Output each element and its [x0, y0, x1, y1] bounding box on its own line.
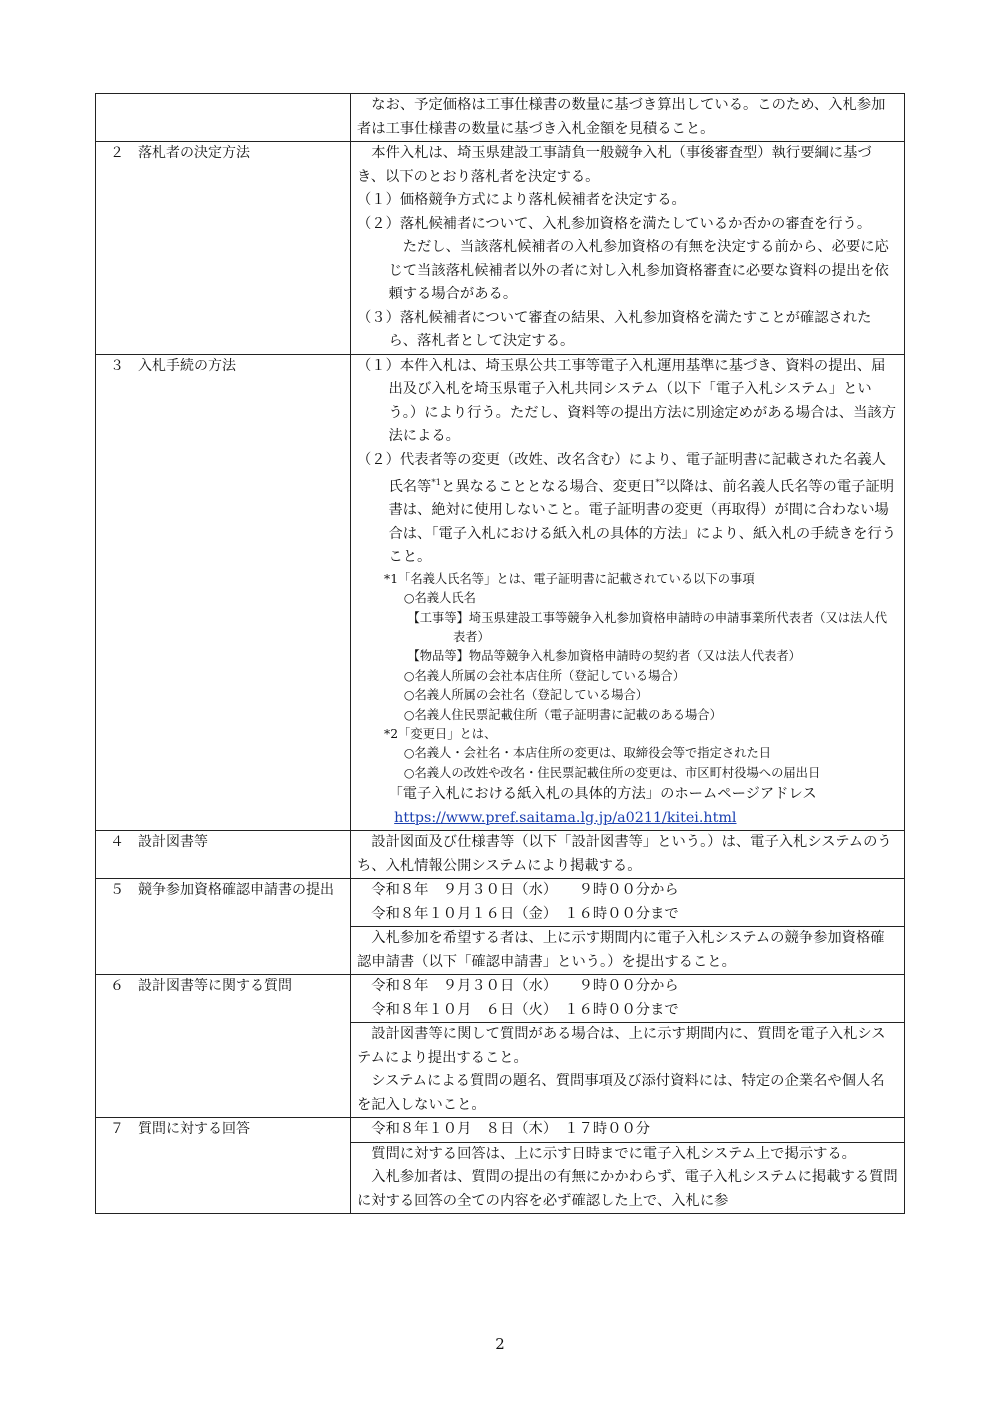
- table-row: [96, 142, 905, 355]
- row-content: [351, 927, 905, 975]
- page-number: 2: [495, 1335, 505, 1353]
- row-content: [351, 94, 905, 142]
- row-label: ５ 競争参加資格確認申請書の提出: [96, 879, 351, 975]
- table-row: [96, 831, 905, 879]
- row-dates: [351, 975, 905, 1023]
- intro-text: 本件入札は、埼玉県建設工事請負一般競争入札（事後審査型）執行要綱に基づき、以下のとおり落札者を決定する。: [357, 145, 872, 185]
- list-item: （１）本件入札は、埼玉県公共工事等電子入札運用基準に基づき、資料の提出、届出及び入札を埼玉県電子入札共同システム（以下「電子入札システム」という。）により行う。ただし、資料等の提出方法に別途定めがある場合は、当該方法による。: [357, 357, 896, 444]
- date-to: 令和８年１０月 ６日（火） １６時００分まで: [371, 1001, 679, 1018]
- text-span: と異なることとなる場合、変更日: [441, 478, 656, 495]
- list-item: （３）落札候補者について審査の結果、入札参加資格を満たすことが確認されたら、落札者として決定する。: [357, 309, 872, 349]
- text-span: （２）代表者等の変更（改姓、改名含む）により、電子証明書に記載された名義人氏名等: [357, 451, 886, 495]
- footnote-title: *2「変更日」とは、: [384, 727, 497, 742]
- document-table: [95, 93, 905, 1214]
- list-item: [357, 449, 898, 570]
- row-label: ２ 落札者の決定方法: [96, 142, 351, 355]
- row-content: [351, 354, 905, 831]
- body-text: 入札参加者は、質問の提出の有無にかかわらず、電子入札システムに掲載する質問に対する回答の全ての内容を必ず確認した上で、入札に参: [357, 1169, 898, 1209]
- footnote-item: ○名義人住民票記載住所（電子証明書に記載のある場合）: [403, 707, 722, 722]
- footnote-ref: *1: [431, 478, 442, 488]
- date-from: 令和８年 ９月３０日（水） ９時００分から: [371, 978, 679, 995]
- footnote-title: *1「名義人氏名等」とは、電子証明書に記載されている以下の事項: [384, 571, 755, 586]
- row-content: [351, 142, 905, 355]
- table-row: [96, 354, 905, 831]
- table-row: [96, 975, 905, 1023]
- text-span: 以降は、前名義人氏名等の電子証明書は、絶対に使用しないこと。電子証明書の変更（再取得）が間に合わない場合は、「電子入札における紙入札の具体的方法」により、紙入札の手続きを行うこと。: [388, 478, 896, 566]
- answer-date: 令和８年１０月 ８日（木） １７時００分: [371, 1121, 651, 1138]
- footnote-subitem: 【物品等】物品等競争入札参加資格申請時の契約者（又は法人代表者）: [407, 649, 801, 664]
- footnote-subitem: 【工事等】埼玉県建設工事等競争入札参加資格申請時の申請事業所代表者（又は法人代表者）: [407, 610, 888, 644]
- footnote-item: ○名義人・会社名・本店住所の変更は、取締役会等で指定された日: [403, 746, 772, 761]
- body-text: システムによる質問の題名、質問事項及び添付資料には、特定の企業名や個人名を記入しないこと。: [357, 1073, 885, 1113]
- row-label: ６ 設計図書等に関する質問: [96, 975, 351, 1118]
- body-text: 質問に対する回答は、上に示す日時までに電子入札システム上で掲示する。: [371, 1145, 856, 1162]
- date-from: 令和８年 ９月３０日（水） ９時００分から: [371, 882, 679, 899]
- url-label: 「電子入札における紙入札の具体的方法」のホームページアドレス: [388, 786, 817, 803]
- footnote-item: ○名義人所属の会社本店住所（登記している場合）: [403, 668, 685, 683]
- table-row: [96, 1118, 905, 1143]
- body-text: 入札参加を希望する者は、上に示す期間内に電子入札システムの競争参加資格確認申請書（以下「確認申請書」という。）を提出すること。: [357, 930, 885, 970]
- row-content: [351, 831, 905, 879]
- footnote-ref: *2: [655, 478, 666, 488]
- footnote-item: ○名義人氏名: [403, 591, 476, 606]
- row-content: [351, 1023, 905, 1118]
- row-dates: [351, 1118, 905, 1143]
- row-label: [96, 94, 351, 142]
- footnote-item: ○名義人所属の会社名（登記している場合）: [403, 688, 649, 703]
- footnote-item: ○名義人の改姓や改名・住民票記載住所の変更は、市区町村役場への届出日: [403, 765, 821, 780]
- row-content: [351, 1142, 905, 1214]
- note-text: なお、予定価格は工事仕様書の数量に基づき算出している。このため、入札参加者は工事仕様書の数量に基づき入札金額を見積ること。: [357, 97, 886, 137]
- list-item-note: ただし、当該落札候補者の入札参加資格の有無を決定する前から、必要に応じて当該落札候補者以外の者に対し入札参加資格審査に必要な資料の提出を依頼する場合がある。: [388, 239, 889, 302]
- row-label: ７ 質問に対する回答: [96, 1118, 351, 1214]
- body-text: 設計図書等に関して質問がある場合は、上に示す期間内に、質問を電子入札システムにより提出すること。: [357, 1026, 886, 1066]
- footnotes: [357, 570, 898, 783]
- row-label: ３ 入札手続の方法: [96, 354, 351, 831]
- list-item: （１）価格競争方式により落札候補者を決定する。: [357, 192, 686, 208]
- list-item: （２）落札候補者について、入札参加資格を満たしているか否かの審査を行う。: [357, 215, 872, 232]
- homepage-link[interactable]: https://www.pref.saitama.lg.jp/a0211/kitei.html: [394, 809, 737, 826]
- date-to: 令和８年１０月１６日（金） １６時００分まで: [371, 905, 679, 922]
- table-row: [96, 94, 905, 142]
- body-text: 設計図面及び仕様書等（以下「設計図書等」という。）は、電子入札システムのうち、入札情報公開システムにより掲載する。: [357, 834, 892, 874]
- table-row: [96, 879, 905, 927]
- row-label: ４ 設計図書等: [96, 831, 351, 879]
- row-dates: [351, 879, 905, 927]
